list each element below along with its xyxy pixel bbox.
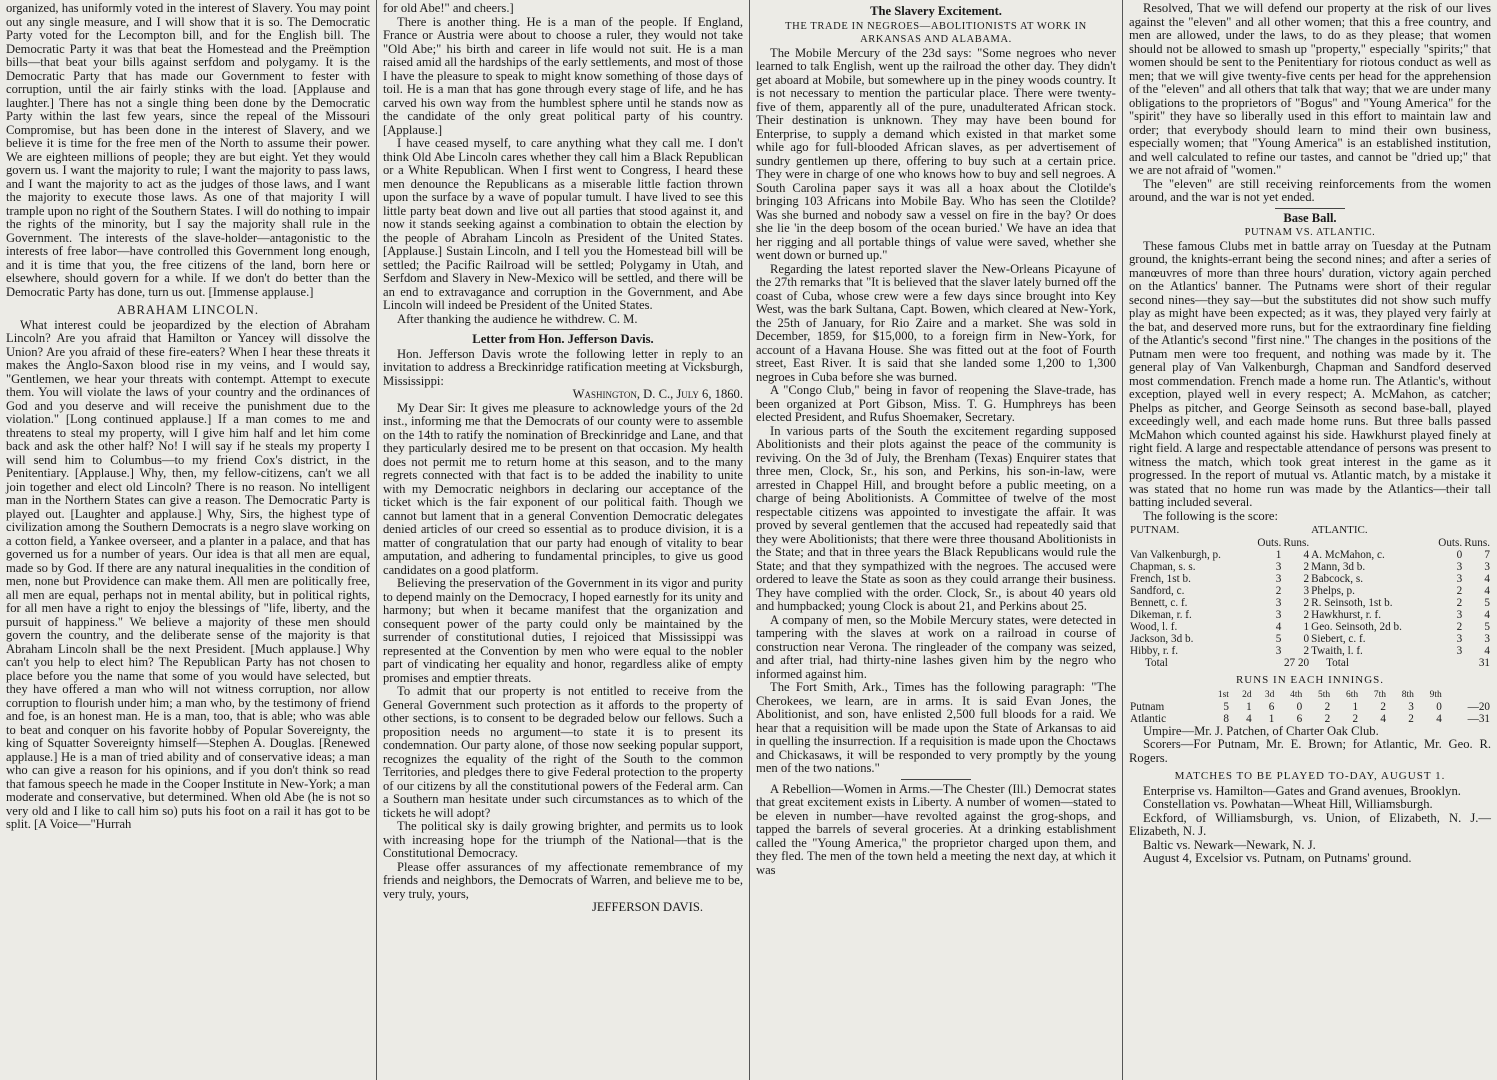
innings-header-cell: 9th xyxy=(1429,689,1442,700)
player-outs: 3 xyxy=(1275,573,1282,585)
paragraph: organized, has uniformly voted in the interest of Slavery. You may point out any single measure, and I will show that it is so. The Democratic Party voted for the Lecompton bill, and for the English bill. The Democratic Party it was that beat the Homestead and the Preëmption bills—that beat your bills against serfdom and polygamy. It is the Democratic Party that has made our Government to fester with corruption, until the air fairly stinks with the load. [Applause and laughter.] There has not a single thing been done by the Democratic Party within the last few years, since the repeal of the Missouri Compromise, but has been done in the interest of Slavery, and we believe it is time for the free men of the North to assume their power. We are eighteen millions of people; they are but eight. Yet they would govern us. I want the majority to rule; I want the majority to pass laws, and I want the majority to act as the judges of those laws, and I want the majority to execute those laws. As one of that majority I will trample upon no right of the Southern States. I will do nothing to impair the rights of the minority, but I say the majority shall rule in the Government. The interests of the slave-holder—antagonistic to the interests of free labor—have controlled this Government long enough, and it is time that you, the free citizens of the land, born here or elsewhere, should govern for a while. If we don't do better than the Democratic Party has done, turn us out. [Immense applause.] xyxy=(6,1,370,299)
innings-header-cell: 8th xyxy=(1401,689,1414,700)
scorers-line: Scorers—For Putnam, Mr. E. Brown; for Atlantic, Mr. Geo. R. Rogers. xyxy=(1129,737,1491,765)
matches-list xyxy=(1129,785,1491,866)
innings-cell: 4 xyxy=(1436,712,1442,725)
innings-header-cell: 5th xyxy=(1318,689,1331,700)
match-item: Enterprise vs. Hamilton—Gates and Grand avenues, Brooklyn. xyxy=(1143,783,1461,798)
player-outs: 3 xyxy=(1456,633,1463,645)
paragraph: The following is the score: xyxy=(1143,508,1279,523)
paragraph: I have ceased myself, to care anything what they call me. I don't think Old Abe Lincoln cares whether they call him a Black Republican or a White Republican. When I first went to Congress, I heard these men denounce the Republicans as a miserable little faction thrown upon the surface by a wave of popular tumult. I have lived to see this little party beat down and live out all parties that stood against it, and now it stands seeking against a combination to obtain the election by the people of Abraham Lincoln as President of the United States. [Applause.] Sustain Lincoln, and I tell you the Homestead bill will be settled; the Pacific Railroad will be settled; Polygamy in Utah, and Serfdom and Slavery in New-Mexico will be settled, and there will be an end to extravagance and corruption in the Government, and Abe Lincoln will indeed be President of the United States. xyxy=(383,136,743,312)
paragraph: A company of men, so the Mobile Mercury states, were detected in tampering with the slaves at work on a railroad in course of construction near Verona. The ringleader of the company was seized, and after trial, had thirty-nine lashes given him by the negro who informed against him. xyxy=(756,612,1116,681)
matches-heading: MATCHES TO BE PLAYED TO-DAY, AUGUST 1. xyxy=(1174,770,1446,782)
score-table xyxy=(1129,523,1491,669)
player-name: Siebert, c. f. xyxy=(1311,633,1366,645)
player-outs: 2 xyxy=(1456,597,1463,609)
article-subheading: THE TRADE IN NEGROES—ABOLITIONISTS AT WORK IN ARKANSAS AND ALABAMA. xyxy=(785,20,1087,45)
paragraph: Believing the preservation of the Government in its vigor and purity to depend mainly on the Democracy, I hoped earnestly for its unity and harmony; but when it became manifest that the organization and consequent power of the party could only be maintained by the surrender of constitutional duties, I rejoiced that Mississippi was represented at the Convention by men who were equal to the nobler part of vindicating her equality and honor, regardless alike of empty promises and emptier threats. xyxy=(383,576,743,685)
paragraph: Resolved, That we will defend our property at the risk of our lives against the "eleven" and all other women; that this a free country, and men are allowed, under the laws, to do as they please; that women should not be allowed to smash up "property," especially "spirits;" that women should be sent to the Penitentiary for riotous conduct as well as men; that we will give twenty-five cents per head for the apprehension of the "eleven" and all others that talk that way; that we are under many obligations to the proprietors of "Bogus" and "Young America" for the "spirit" they have so liberally used in this effort to maintain law and order; that everybody should learn to mind their own business, especially women; that "Young America" is an established institution, and well calculated to refine our tastes, and cannot be "dried up;" that we are not afraid of "women." xyxy=(1129,1,1491,177)
player-name: Phelps, p. xyxy=(1311,585,1355,597)
player-runs: 7 xyxy=(1484,549,1490,561)
innings-cell: 2 xyxy=(1324,712,1331,725)
innings-cell: 4 xyxy=(1380,712,1386,725)
total-label: Total xyxy=(1145,657,1168,669)
innings-cell: 2 xyxy=(1324,700,1331,713)
innings-header-cell: 6th xyxy=(1345,689,1359,700)
innings-cell: 1 xyxy=(1268,712,1275,725)
atlantic-total: 31 xyxy=(1478,657,1490,669)
divider xyxy=(528,329,598,330)
match-item: Baltic vs. Newark—Newark, N. J. xyxy=(1143,837,1316,852)
innings-cell: Atlantic xyxy=(1130,712,1167,725)
player-outs: 3 xyxy=(1456,573,1463,585)
match-item: August 4, Excelsior vs. Putnam, on Putnams' ground. xyxy=(1143,851,1412,865)
paragraph: Regarding the latest reported slaver the New-Orleans Picayune of the 27th remarks that "It is believed that the slaver lately burned off the coast of Cuba, whose crew were a few days since brought into Key West, was the bark Sultana, Capt. Bowen, which cleared at New-York, the 25th of January, for Rio Zaire and a market. She was sold in December, 1859, for $15,000, to a foreign firm in New-York, for account of a Havana House. She was fitted out at the foot of Fourth street, East River. It is said that she landed some 1,200 to 1,300 negroes in Cuba before she was burned. xyxy=(756,261,1116,384)
player-runs: 3 xyxy=(1484,561,1490,573)
team-heading: PUTNAM. xyxy=(1130,524,1180,536)
player-runs: 2 xyxy=(1303,573,1310,585)
player-outs: 5 xyxy=(1275,633,1282,645)
innings-row xyxy=(1129,701,1491,713)
player-outs: 0 xyxy=(1456,549,1463,561)
table-row xyxy=(1129,561,1491,573)
innings-header-row xyxy=(1129,689,1491,701)
player-name: Hibby, r. f. xyxy=(1130,645,1179,657)
innings-header-cell: 3d xyxy=(1264,689,1275,700)
runs-header: Runs. xyxy=(1283,537,1310,549)
table-row xyxy=(1129,645,1491,657)
player-name: Bennett, c. f. xyxy=(1130,597,1188,609)
paragraph: The "eleven" are still receiving reinforcements from the women around, and the war is not yet ended. xyxy=(1129,176,1491,204)
innings-header-cell xyxy=(1129,689,1204,701)
innings-cell: 3 xyxy=(1408,700,1414,713)
innings-cell: 0 xyxy=(1436,700,1442,713)
innings-cell: 2 xyxy=(1380,700,1386,713)
paragraph: These famous Clubs met in battle array on Tuesday at the Putnam ground, the knights-errant being the second nines; and after a series of manœuvres of more than three hours' duration, victory again perched on the Atlantics' banner. The Putnams were short of their regular second nines—they say—but the substitutes did not show such muffy play as might have been expected; as it was, they played very fairly at the bat, and deserved more runs, but for the extraordinary fine fielding of the Atlantic's second "first nine." The changes in the positions of the Putnam men were too frequent, and nothing was made by it. The general play of Van Valkenburgh, Chapman and Sandford deserved most commendation. French made a home run. The Atlantic's, without exception, played well in every respect; A. McMahon, as catcher; Phelps as pitcher, and George Seinsoth as second base-ball, played exceedingly well, and each made home runs. But three balls passed McMahon which counted against his side. Hawkhurst played finely at right field. A large and respectable attendance of persons was present to witness the match, which took great interest in the game as it progressed. In the report of mutual vs. Atlantic match, by a mistake it was stated that no home run was made by the Atlantics—their tall batting included several. xyxy=(1129,238,1491,509)
player-name: Dikeman, r. f. xyxy=(1130,609,1192,621)
column-1 xyxy=(0,0,376,1080)
player-runs: 4 xyxy=(1303,549,1310,561)
innings-cell: 1 xyxy=(1246,700,1252,713)
paragraph: After thanking the audience he withdrew. C. M. xyxy=(397,311,638,326)
signature: JEFFERSON DAVIS. xyxy=(591,900,703,914)
umpire-line: Umpire—Mr. J. Patchen, of Charter Oak Club. xyxy=(1143,723,1379,738)
player-outs: 3 xyxy=(1456,645,1463,657)
player-runs: 5 xyxy=(1484,597,1490,609)
outs-header: Outs. xyxy=(1257,537,1282,549)
putnam-total: 27 20 xyxy=(1283,657,1310,669)
player-runs: 0 xyxy=(1303,633,1310,645)
paragraph: The political sky is daily growing brighter, and permits us to look with increasing hope for the triumph of the National—that is the Constitutional Democracy. xyxy=(383,819,743,860)
table-row xyxy=(1129,549,1491,561)
article-heading: Letter from Hon. Jefferson Davis. xyxy=(472,332,654,346)
column-3 xyxy=(750,0,1122,1080)
player-runs: 4 xyxy=(1484,585,1490,597)
player-outs: 3 xyxy=(1275,609,1282,621)
player-runs: 3 xyxy=(1303,585,1310,597)
player-outs: 2 xyxy=(1456,621,1463,633)
player-runs: 2 xyxy=(1303,645,1310,657)
article-heading: The Slavery Excitement. xyxy=(870,4,1002,18)
match-item: Eckford, of Williamsburgh, vs. Union, of Elizabeth, N. J.—Elizabeth, N. J. xyxy=(1129,810,1491,838)
player-outs: 3 xyxy=(1456,561,1463,573)
runs-header: Runs. xyxy=(1464,537,1490,549)
column-2 xyxy=(377,0,749,1080)
paragraph: There is another thing. He is a man of the people. If England, France or Austria were about to choose a ruler, they would not take "Old Abe;" his birth and career in life would not suit. He is a man raised amid all the hardships of the early settlements, and most of those I have the pleasure to speak to might know something of those days of toil. He is a man that has gone through every stage of life, and he has carved his own way from the humblest sphere until he stands now as the candidate of the only great political party of his country. [Applause.] xyxy=(383,14,743,137)
player-runs: 2 xyxy=(1303,597,1310,609)
player-name: Wood, l. f. xyxy=(1130,621,1178,633)
paragraph: A Rebellion—Women in Arms.—The Chester (Ill.) Democrat states that great excitement exists in Liberty. A number of women—stated to be eleven in number—have revolted against the grog-shops, and tapped the barrels of several groceries. At a drinking establishment called the "Young America," the proprietor charged upon them, and they fled. The men of the town held a meeting the next day, at which it was xyxy=(756,781,1116,877)
table-row xyxy=(1129,609,1491,621)
player-runs: 4 xyxy=(1484,609,1490,621)
column-4 xyxy=(1123,0,1497,1080)
innings-cell: —20 xyxy=(1467,700,1490,713)
table-row xyxy=(1129,597,1491,609)
paragraph: My Dear Sir: It gives me pleasure to acknowledge yours of the 2d inst., informing me that the Democrats of our county were to assemble on the 14th to ratify the nomination of Breckinridge and Lane, and that they particularly desired me to be present on that occasion. My health does not permit me to return home at this season, and to the many regrets connected with that fact is to be added the inability to unite with my Democratic neighbors in declaring our acceptance of the ticket which is the fair exponent of our political faith. Though we cannot but lament that in a general Convention Democratic delegates denied articles of our creed so essential as to produce division, it is a matter of congratulation that our party had enough of vitality to bear amputation, and adhering to fundamental principles, to give us good candidates on a good platform. xyxy=(383,400,743,577)
divider xyxy=(1275,208,1345,209)
divider xyxy=(901,779,971,780)
player-runs: 2 xyxy=(1303,561,1310,573)
innings-cell: —31 xyxy=(1467,712,1490,725)
article-heading: Base Ball. xyxy=(1283,210,1337,225)
player-name: Mann, 3d b. xyxy=(1311,561,1366,573)
player-name: Chapman, s. s. xyxy=(1130,561,1196,573)
outs-header: Outs. xyxy=(1438,537,1463,549)
player-runs: 3 xyxy=(1484,633,1490,645)
player-name: Twaith, l. f. xyxy=(1311,645,1363,657)
paragraph: A "Congo Club," being in favor of reopening the Slave-trade, has been organized at Port Gibson, Miss. T. G. Humphreys has been elected President, and Rufus Shoemaker, Secretary. xyxy=(756,383,1116,424)
team-heading: ATLANTIC. xyxy=(1311,524,1368,536)
innings-cell: 1 xyxy=(1352,700,1359,713)
paragraph: Please offer assurances of my affectionate remembrance of my friends and neighbors, the Democrats of Warren, and believe me to be, very truly, yours, xyxy=(383,859,743,901)
table-row xyxy=(1129,621,1491,633)
player-name: French, 1st b. xyxy=(1130,573,1191,585)
player-runs: 4 xyxy=(1484,573,1490,585)
innings-cell: 6 xyxy=(1296,712,1303,725)
player-name: R. Seinsoth, 1st b. xyxy=(1311,597,1393,609)
paragraph: What interest could be jeopardized by the election of Abraham Lincoln? Are you afraid that Hamilton or Yancey will dissolve the Union? Are you afraid of these fire-eaters? When I hear these threats it makes the Anglo-Saxon blood rise in my veins, and I would say, "Gentlemen, we hear your threats with contempt. Attempt to execute them. You will violate the laws of your country and the ordinances of God and you deserve and will receive the punishment due to the violation." [Long continued applause.] If a man comes to me and threatens to steal my property, will I give him half and let him come back and ask the other half? No! I will say if he steals my property I will send him to Columbus—to my friend Cox's district, in the Penitentiary. [Applause.] Why, then, my fellow-citizens, can't we all join together and elect old Lincoln? There is no reason. No intelligent man in the Northern States can give a reason. The Democratic Party is played out. [Laughter and applause.] Why, Sirs, the highest type of civilization among the Southern Democrats is a negro slave working on a cotton field, a Yankee overseer, and a planter in a palace, and that has governed us for a number of years. Our idea is that all men are equal, made so by God. If there are any natural inequalities in the condition of men, none but Providence can make them. All men are politically free, all men are equal, perhaps not in mental ability, but in political rights, for all men have a right to enjoy the blessings of "life, liberty, and the pursuit of happiness." We believe a majority of these men should govern the country, and the deliberate sense of the majority is that Abraham Lincoln shall be the next President. [Much applause.] Why can't you help to elect him? The Republican Party has not chosen to place before you the name that some of you would have selected, but they have offered a man who will not witness corruption, nor allow corruption to flourish under him; a man who, by the testimony of friend and foe, is an honest man. He is a man, too, that is able; who was able to beat and conquer on his favorite hobby of Popular Sovereignty, the king of Squatter Sovereignty himself—Stephen A. Douglas. [Renewed applause.] He is a man of tried ability and of conservative ideas; a man who can give a reason for his opinions, and if you don't think so read that famous speech he made in the Cooper Institute in New-York; a man moderate and conservative, but determined. When old Abe (he is not so very old and I like to call him so) puts his foot on a rail it has got to be split. [A Voice—"Hurrah xyxy=(6,317,370,831)
player-outs: 3 xyxy=(1275,561,1282,573)
paragraph: In various parts of the South the excitement regarding supposed Abolitionists and their plots against the peace of the community is reviving. On the 3d of July, the Brenham (Texas) Enquirer states that three men, Clock, Sr., his son, and Perkins, his son-in-law, were arrested in Chappel Hill, and brought before a public meeting, on a charge of being Abolitionists. A Committee of twelve of the most respectable citizens was appointed to investigate the affair. It was proved by several gentlemen that the accused had repeatedly said that they were Abolitionists; that there were three thousand Abolitionists in the State; and that in three years the Black Republicans would rule the State; and that they sympathized with the negroes. The accused were ordered to leave the State as soon as they could arrange their business. They have complied with the order. Clock, Sr., is about 40 years old and humpbacked; young Clock is about 21, and Perkins about 25. xyxy=(756,423,1116,613)
player-name: Babcock, s. xyxy=(1311,573,1364,585)
player-outs: 4 xyxy=(1275,621,1282,633)
score-rows xyxy=(1129,549,1491,657)
innings-table xyxy=(1129,689,1491,725)
player-outs: 3 xyxy=(1275,597,1282,609)
player-outs: 3 xyxy=(1275,645,1282,657)
player-runs: 4 xyxy=(1484,645,1490,657)
total-label: Total xyxy=(1326,657,1349,669)
paragraph: for old Abe!" and cheers.] xyxy=(383,1,514,15)
innings-heading: RUNS IN EACH INNINGS. xyxy=(1235,674,1385,686)
paragraph: Hon. Jefferson Davis wrote the following letter in reply to an invitation to address a Breckinridge ratification meeting at Vicksburgh, Mississippi: xyxy=(383,346,743,388)
innings-header-cell: 7th xyxy=(1373,689,1386,700)
innings-cell: 0 xyxy=(1296,700,1303,713)
article-subheading: PUTNAM VS. ATLANTIC. xyxy=(1244,227,1376,238)
innings-cell: 4 xyxy=(1246,712,1252,725)
innings-cell: 2 xyxy=(1352,712,1359,725)
player-outs: 1 xyxy=(1275,549,1282,561)
player-name: Sandford, c. xyxy=(1130,585,1185,597)
player-outs: 2 xyxy=(1275,585,1282,597)
paragraph: The Fort Smith, Ark., Times has the following paragraph: "The Cherokees, we learn, are in arms. It is said Evan Jones, the Abolitionist, and son, have enlisted 2,500 full bloods for a raid. We hear that a requisition will be made upon the State of Arkansas to aid in quelling the insurrection. If a requisition is made upon the Choctaws and Chickasaws, it will be responded to very promptly by the young men of the two nations." xyxy=(756,680,1116,775)
innings-header-cell: 4th xyxy=(1290,689,1303,700)
player-name: Jackson, 3d b. xyxy=(1130,633,1194,645)
player-runs: 5 xyxy=(1484,621,1490,633)
innings-header-cell xyxy=(1443,689,1491,701)
innings-header-cell: 2d xyxy=(1242,689,1252,700)
table-row xyxy=(1129,585,1491,597)
innings-cell: 6 xyxy=(1268,700,1275,713)
player-name: Geo. Seinsoth, 2d b. xyxy=(1311,621,1402,633)
innings-header-cell: 1st xyxy=(1217,689,1229,700)
table-row xyxy=(1129,633,1491,645)
paragraph: To admit that our property is not entitled to receive from the General Government such protection as it affords to the property of other sections, is to consent to be degraded below our fellows. Such a proposition needs no argument—to state it is to present its condemnation. Our party alone, of those now seeking popular support, recognizes the equality of the right of the South to the common Territories, and pledges there to give Federal protection to the property of our citizens by all the constitutional powers of the Federal arm. Can a Southern man hesitate under such circumstances as to which of the tickets he will adopt? xyxy=(383,684,743,820)
player-runs: 2 xyxy=(1303,609,1310,621)
player-outs: 2 xyxy=(1456,585,1463,597)
innings-cell: 2 xyxy=(1408,712,1414,725)
section-heading: ABRAHAM LINCOLN. xyxy=(117,303,259,317)
innings-row xyxy=(1129,713,1491,725)
innings-cell: 5 xyxy=(1223,700,1229,713)
innings-cell: 8 xyxy=(1223,712,1229,725)
match-item: Constellation vs. Powhatan—Wheat Hill, Williamsburgh. xyxy=(1143,797,1433,811)
dateline: Washington, D. C., July 6, 1860. xyxy=(572,387,743,401)
paragraph: The Mobile Mercury of the 23d says: "Some negroes who never learned to talk English, went up the railroad the other day. They didn't get aboard at Mobile, but somewhere up in the piney woods country. It is not necessary to mention the particular place. There were twenty-five of them, apparently all of the pure, unadulterated African stock. Their destination is unknown. They may have been bound for Enterprise, to supply a demand which existed in that market some while ago for full-blooded African slaves, as per advertisement of sundry gentlemen up there, offering to buy such at a certain price. They were in charge of one who knows how to buy and sell negroes. A South Carolina paper says it was all a hoax about the Clotilde's bringing 103 Africans into Mobile Bay. Who has seen the Clotilde? Was she burned and nobody saw a vessel on fire in the bay? Or does she lie 'in the deep bosom of the ocean buried.' We have an idea that her rigging and all portable things of value were saved, whether she went down or burned up." xyxy=(756,45,1116,262)
player-outs: 3 xyxy=(1456,609,1463,621)
player-runs: 1 xyxy=(1303,621,1310,633)
player-name: A. McMahon, c. xyxy=(1311,549,1385,561)
player-name: Hawkhurst, r. f. xyxy=(1311,609,1382,621)
player-name: Van Valkenburgh, p. xyxy=(1130,549,1221,561)
innings-cell: Putnam xyxy=(1130,700,1165,713)
table-row xyxy=(1129,573,1491,585)
